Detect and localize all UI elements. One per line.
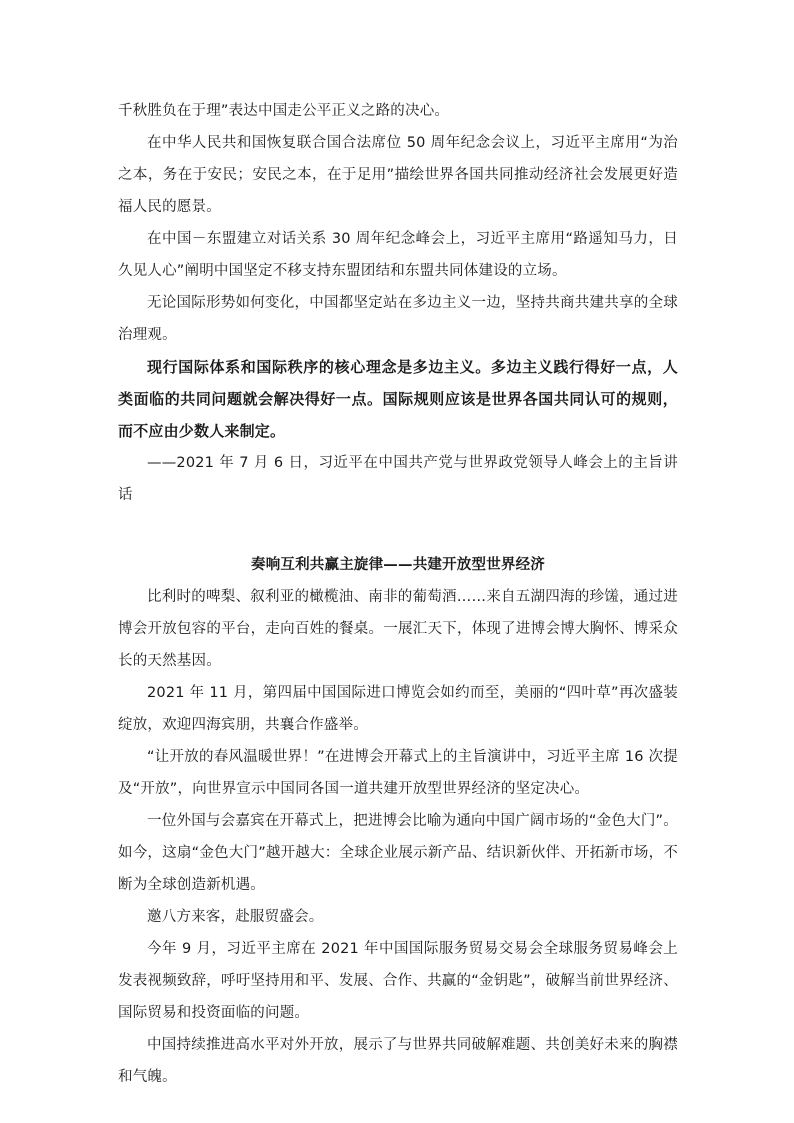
paragraph-8: 一位外国与会嘉宾在开幕式上，把进博会比喻为通向中国广阔市场的“金色大门”。如今，这扇“金色大门”越开越大：全球企业展示新产品、结识新伙伴、开拓新市场，不断为全球创造新机遇。 (118, 813, 678, 893)
paragraph-10: 今年 9 月，习近平主席在 2021 年中国国际服务贸易交易会全球服务贸易峰会上发表视频致辞，呼吁坚持用和平、发展、合作、共赢的“金钥匙”，破解当前世界经济、国际贸易和投资面临的问题。 (118, 941, 678, 1021)
quote-text: 现行国际体系和国际秩序的核心理念是多边主义。多边主义践行得好一点，人类面临的共同问题就会解决得好一点。国际规则应该是世界各国共同认可的规则，而不应由少数人来制定。 (118, 358, 678, 440)
paragraph-7: “让开放的春风温暖世界！”在进博会开幕式上的主旨演讲中，习近平主席 16 次提及“开放”，向世界宣示中国同各国一道共建开放型世界经济的坚定决心。 (118, 749, 678, 797)
paragraph-4: 无论国际形势如何变化，中国都坚定站在多边主义一边，坚持共商共建共享的全球治理观。 (118, 295, 678, 343)
section-title: 奏响互利共赢主旋律——共建开放型世界经济 (251, 557, 545, 573)
paragraph-1: 千秋胜负在于理”表达中国走公平正义之路的决心。 (118, 103, 450, 119)
paragraph-5: 比利时的啤梨、叙利亚的橄榄油、南非的葡萄酒……来自五湖四海的珍馐，通过进博会开放包容的平台，走向百姓的餐桌。一展汇天下，体现了进博会博大胸怀、博采众长的天然基因。 (118, 589, 678, 669)
paragraph-9: 邀八方来客，赴服贸盛会。 (147, 909, 324, 925)
quote-source: ——2021 年 7 月 6 日，习近平在中国共产党与世界政党领导人峰会上的主旨讲话 (118, 455, 678, 503)
paragraph-11: 中国持续推进高水平对外开放，展示了与世界共同破解难题、共创美好未来的胸襟和气魄。 (118, 1037, 678, 1085)
paragraph-3: 在中国－东盟建立对话关系 30 周年纪念峰会上，习近平主席用“路遥知马力，日久见人心”阐明中国坚定不移支持东盟团结和东盟共同体建设的立场。 (118, 231, 678, 279)
paragraph-2: 在中华人民共和国恢复联合国合法席位 50 周年纪念会议上，习近平主席用“为治之本，务在于安民；安民之本，在于足用”描绘世界各国共同推动经济社会发展更好造福人民的愿景。 (118, 135, 678, 215)
document-page (118, 95, 678, 1093)
paragraph-6: 2021 年 11 月，第四届中国国际进口博览会如约而至，美丽的“四叶草”再次盛装绽放，欢迎四海宾朋，共襄合作盛举。 (118, 685, 678, 733)
